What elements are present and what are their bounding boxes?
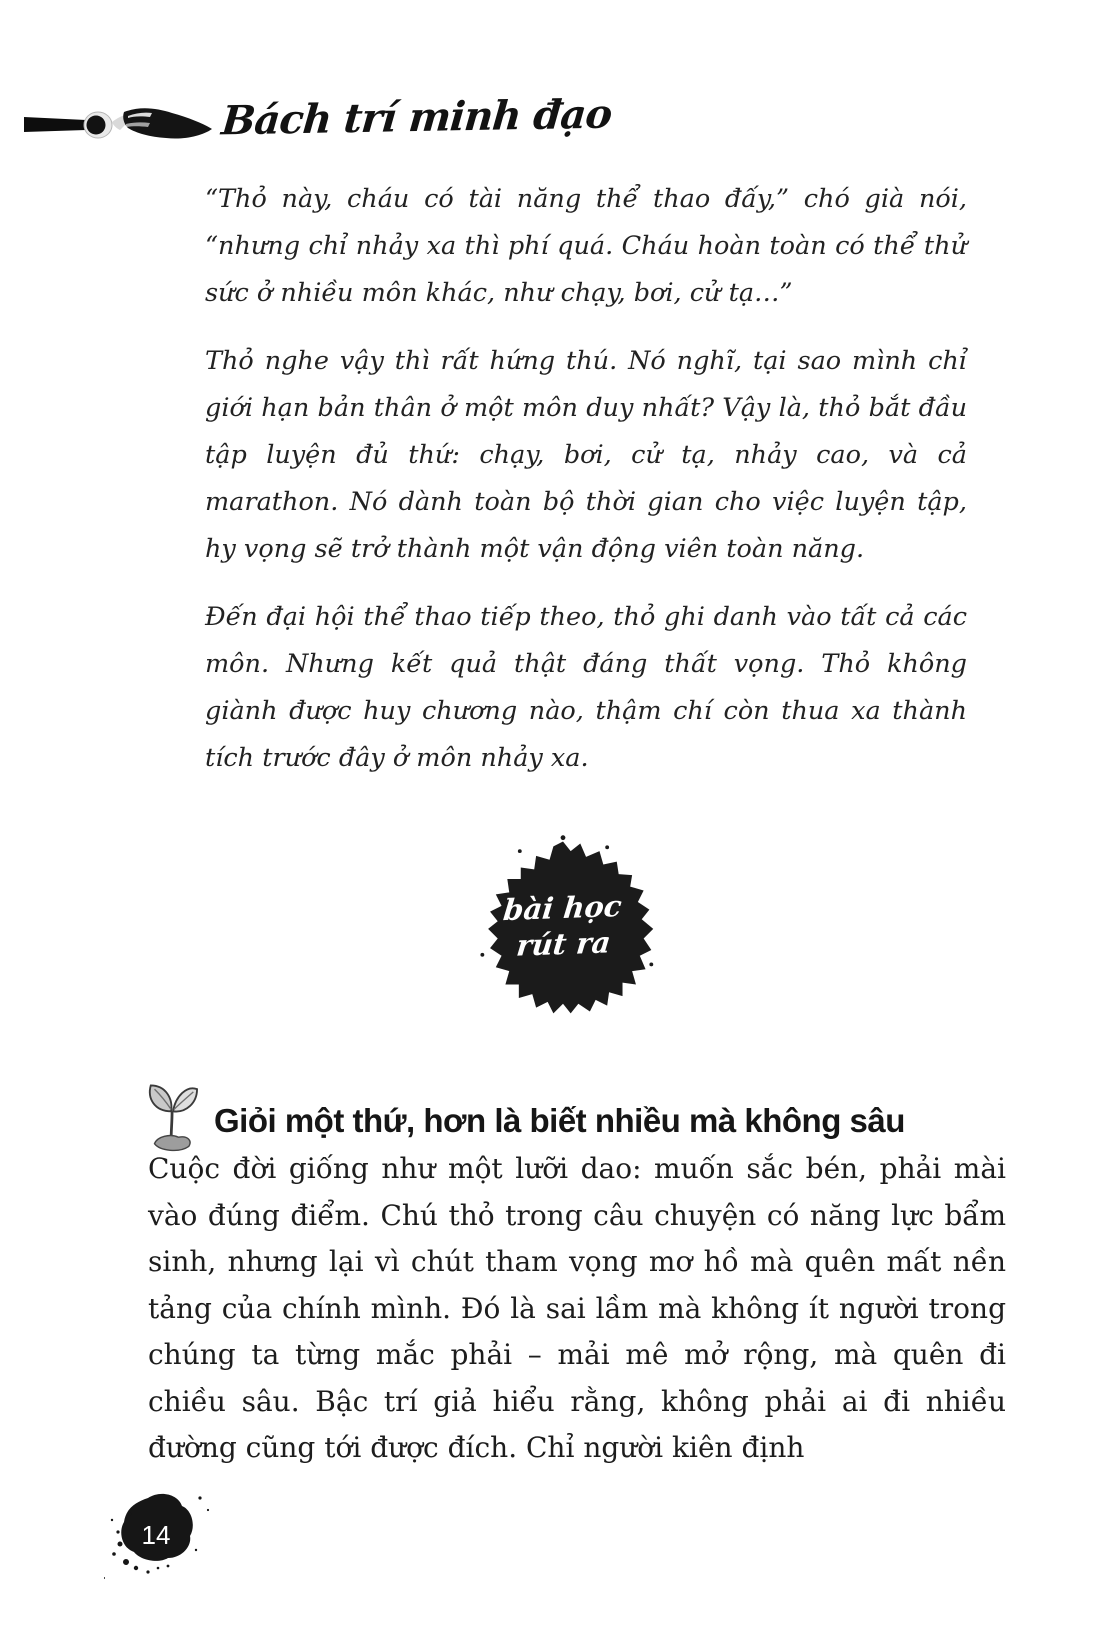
story-paragraph: Đến đại hội thể thao tiếp theo, thỏ ghi danh vào tất cả các môn. Nhưng kết quả thật đáng thất vọng. Thỏ không giành được huy chương nào, thậm chí còn thua xa thành tích trước đây ở môn nhảy xa. [205, 602, 967, 773]
page-number: 14 [141, 1520, 171, 1550]
sprout-icon [144, 1078, 202, 1152]
lesson-badge-line2: rút ra [514, 925, 613, 963]
story-paragraph: Thỏ nghe vậy thì rất hứng thú. Nó nghĩ, tại sao mình chỉ giới hạn bản thân ở một môn duy nhất? Vậy là, thỏ bắt đầu tập luyện đủ thứ: chạy, bơi, cử tạ, nhảy cao, và cả marathon. Nó dành toàn bộ thời gian cho việc luyện tập, hy vọng sẽ trở thành một vận động viên toàn năng. [205, 346, 967, 564]
story-block [205, 176, 967, 803]
section-title: Giỏi một thứ, hơn là biết nhiều mà không sâu [214, 1102, 905, 1139]
lesson-badge [466, 830, 660, 1022]
story-paragraph: “Thỏ này, cháu có tài năng thể thao đấy,” chó già nói, “nhưng chỉ nhảy xa thì phí quá. Cháu hoàn toàn có thể thử sức ở nhiều môn khác, như chạy, bơi, cử tạ…” [205, 184, 967, 308]
page-title-calligraphy: Bách trí minh đạo [219, 90, 614, 145]
section-heading [144, 1078, 1024, 1144]
lesson-badge-text [463, 827, 664, 1026]
brush-stroke-icon [24, 100, 222, 152]
page-number-splat [104, 1488, 224, 1598]
lesson-badge-line1: bài học [501, 888, 624, 928]
section-body: Cuộc đời giống như một lưỡi dao: muốn sắc bén, phải mài vào đúng điểm. Chú thỏ trong câu chuyện có năng lực bẩm sinh, nhưng lại vì chút tham vọng mơ hồ mà quên mất nền tảng của chính mình. Đó là sai lầm mà không ít người trong chúng ta từng mắc phải – mải mê mở rộng, mà quên đi chiều sâu. Bậc trí giả hiểu rằng, không phải ai đi nhiều đường cũng tới được đích. Chỉ người kiên định [148, 1152, 1006, 1464]
